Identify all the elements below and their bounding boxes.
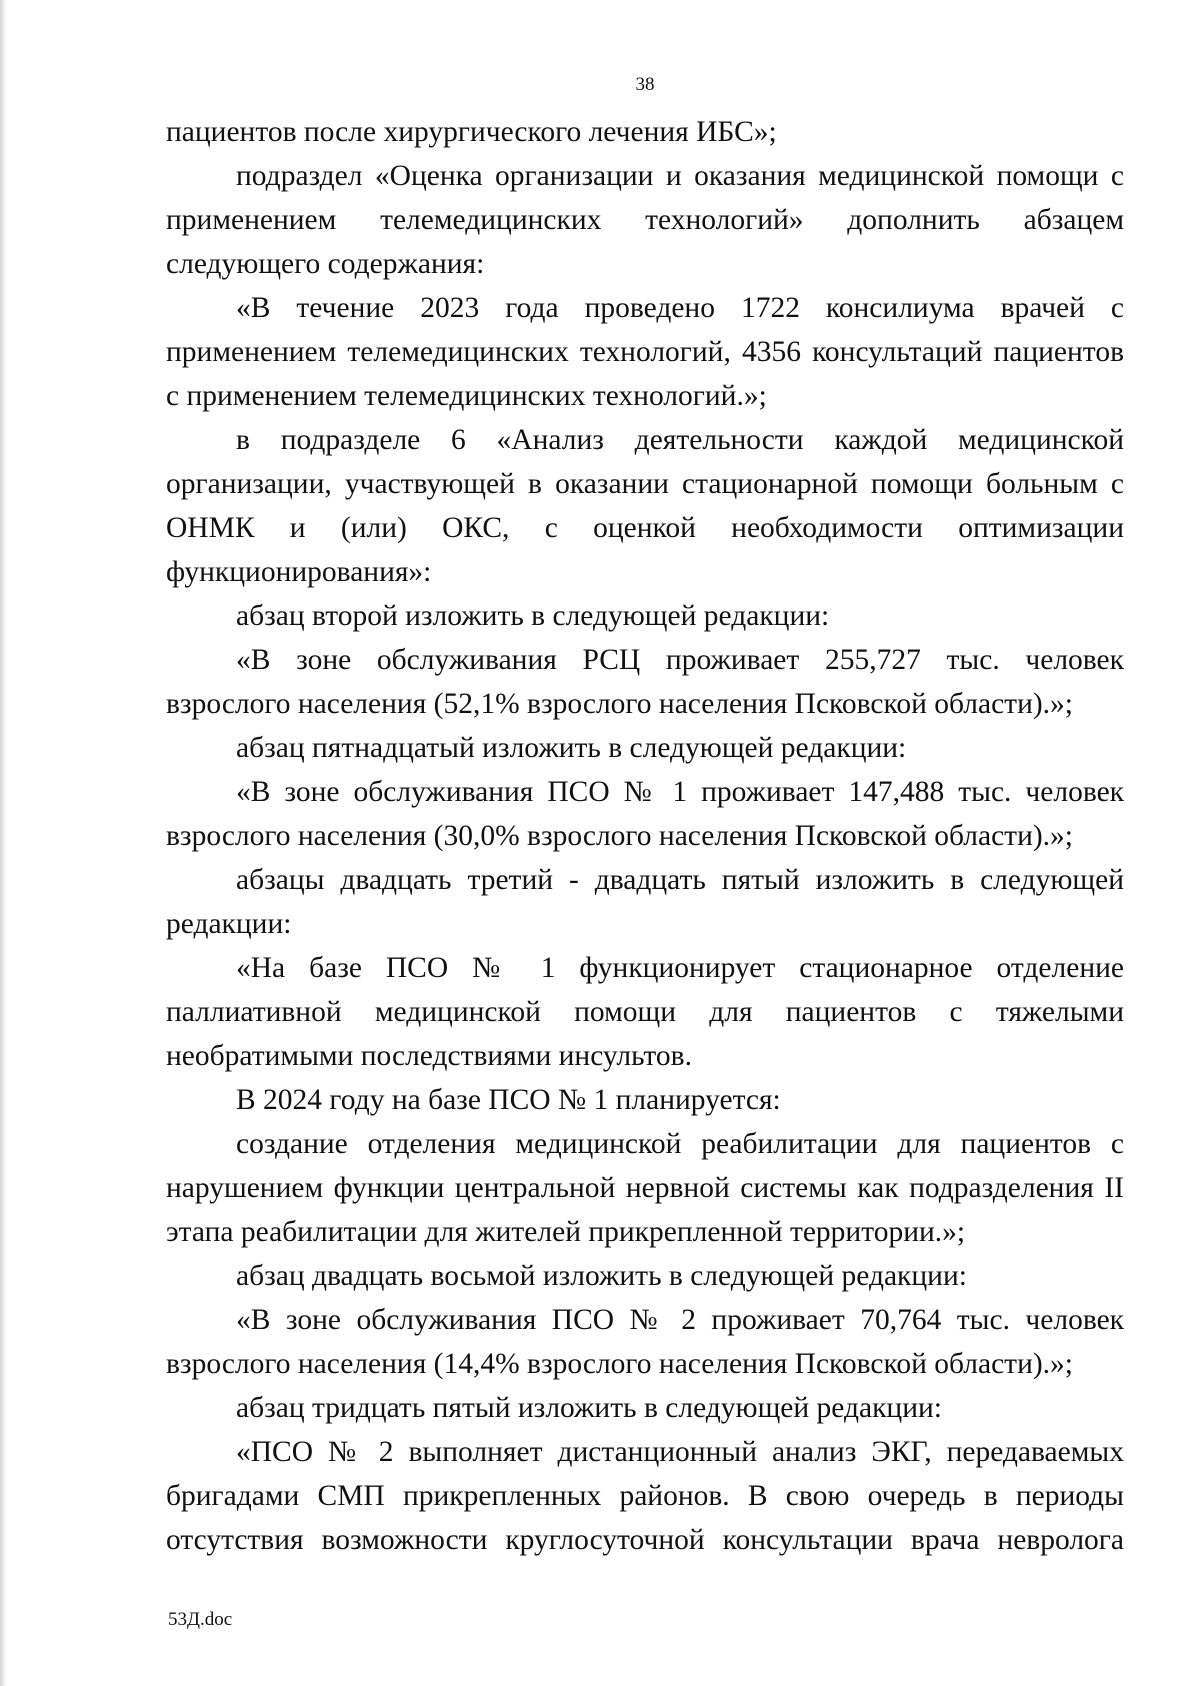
paragraph: «В течение 2023 года проведено 1722 консилиума врачей с применением телемедицинских технологий, 4356 консультаций пациентов с применением телемедицинских технологий.»; <box>166 292 1124 412</box>
scan-edge <box>0 0 7 1686</box>
paragraph: «В зоне обслуживания ПСО № 1 проживает 147,488 тыс. человек взрослого населения (30,0% взрослого населения Псковской области).»; <box>166 776 1124 852</box>
paragraph: В 2024 году на базе ПСО № 1 планируется: <box>236 1084 781 1116</box>
paragraph: абзац тридцать пятый изложить в следующей редакции: <box>236 1392 942 1424</box>
paragraph: «В зоне обслуживания ПСО № 2 проживает 70,764 тыс. человек взрослого населения (14,4% взрослого населения Псковской области).»; <box>166 1304 1124 1380</box>
paragraph: «ПСО № 2 выполняет дистанционный анализ ЭКГ, передаваемых бригадами СМП прикрепленных районов. В свою очередь в периоды отсутствия возможности круглосуточной консультации врача невролога <box>166 1436 1124 1556</box>
paragraph: абзац пятнадцатый изложить в следующей редакции: <box>236 732 907 764</box>
paragraph: абзацы двадцать третий - двадцать пятый изложить в следующей редакции: <box>166 864 1124 940</box>
paragraph: «На базе ПСО № 1 функционирует стационарное отделение паллиативной медицинской помощи для пациентов с тяжелыми необратимыми последствиями инсультов. <box>166 952 1124 1072</box>
document-body <box>166 110 1124 1562</box>
paragraph: пациентов после хирургического лечения ИБС»; <box>166 116 777 148</box>
paragraph: подраздел «Оценка организации и оказания медицинской помощи с применением телемедицинских технологий» дополнить абзацем следующего содержания: <box>166 160 1124 280</box>
paragraph: абзац второй изложить в следующей редакции: <box>236 600 830 632</box>
page-number: 38 <box>635 74 655 95</box>
footer-filename: 53Д.doc <box>168 1609 233 1630</box>
paragraph: создание отделения медицинской реабилитации для пациентов с нарушением функции центральной нервной системы как подразделения II этапа реабилитации для жителей прикрепленной территории.»; <box>166 1128 1124 1248</box>
paragraph: «В зоне обслуживания РСЦ проживает 255,727 тыс. человек взрослого населения (52,1% взрослого населения Псковской области).»; <box>166 644 1124 720</box>
paragraph: в подразделе 6 «Анализ деятельности каждой медицинской организации, участвующей в оказании стационарной помощи больным с ОНМК и (или) ОКС, с оценкой необходимости оптимизации функционирования»: <box>166 424 1124 588</box>
paragraph: абзац двадцать восьмой изложить в следующей редакции: <box>236 1260 967 1292</box>
